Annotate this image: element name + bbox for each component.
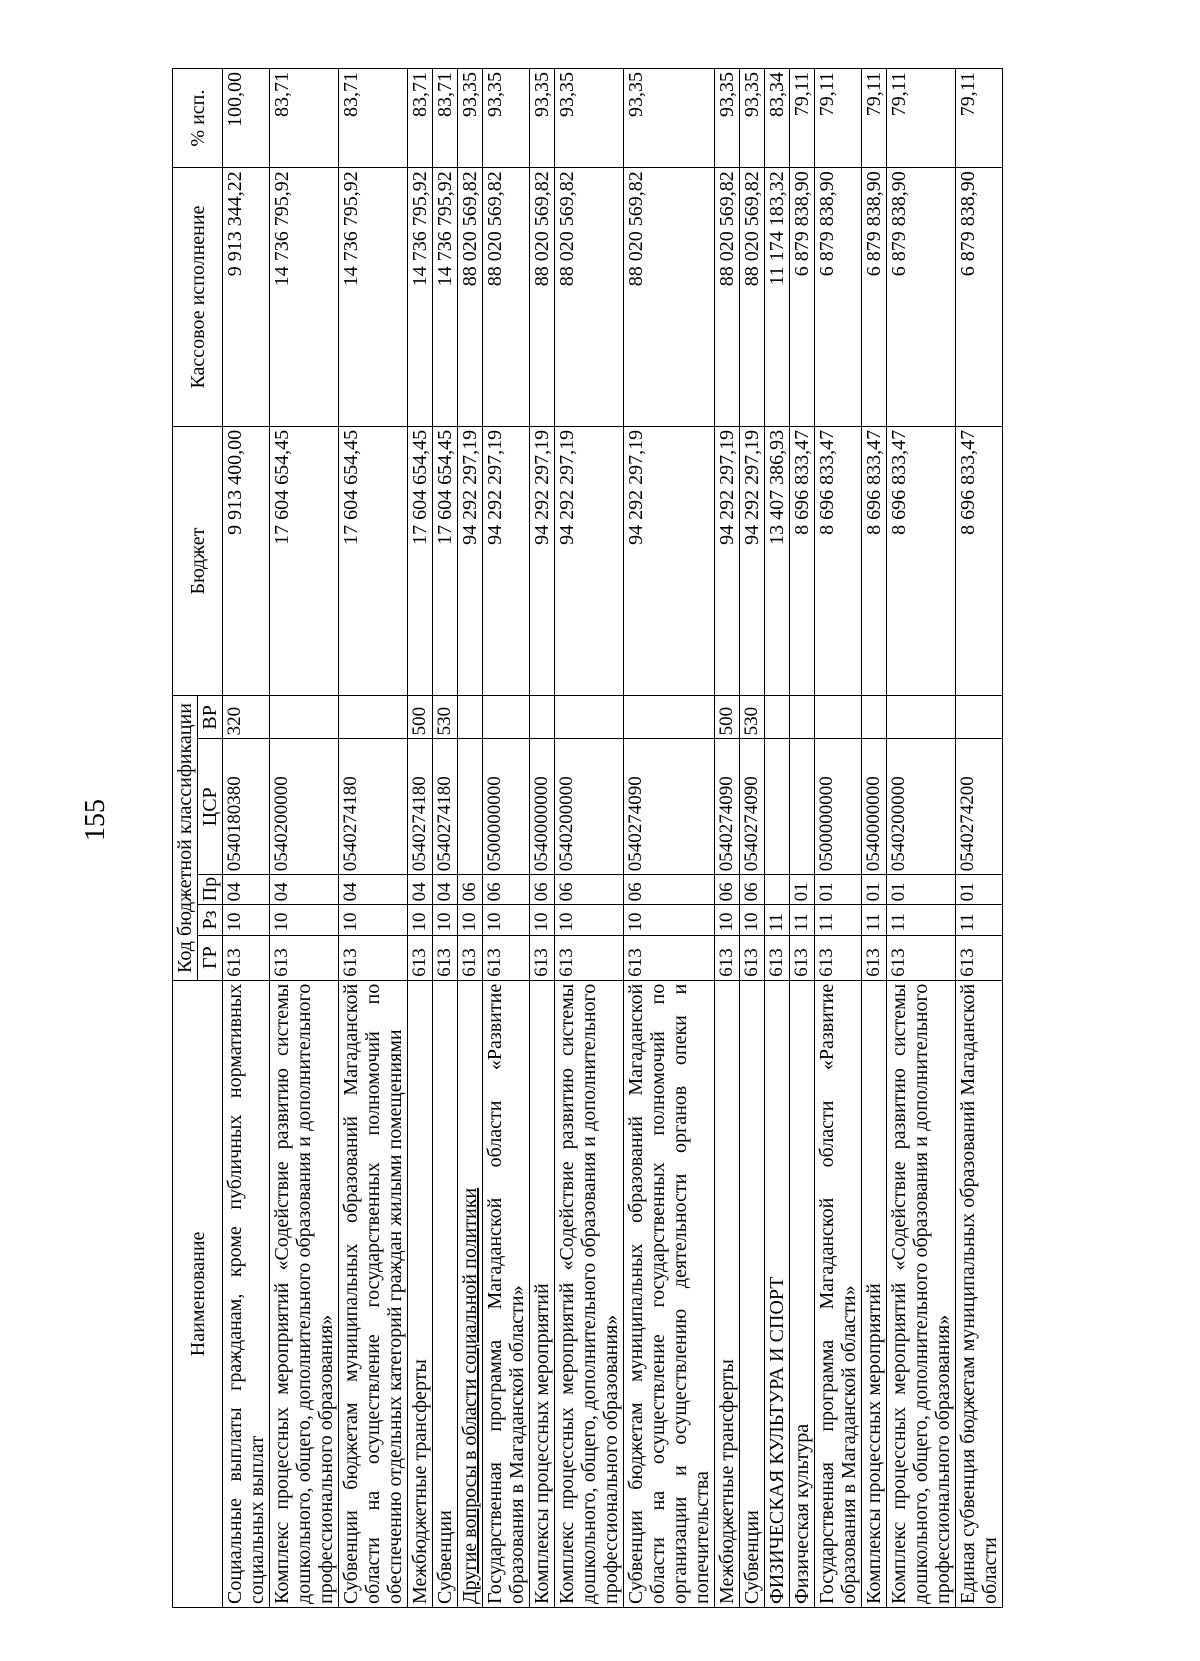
- row-csr: 0540274090: [740, 739, 765, 875]
- row-pct: 93,35: [530, 69, 555, 168]
- budget-table: [172, 68, 1003, 1608]
- row-budget: 94 292 297,19: [555, 426, 624, 695]
- row-gr: 613: [433, 935, 458, 980]
- row-vr: [270, 696, 339, 739]
- row-rz: 10: [339, 905, 408, 935]
- row-pr: 01: [815, 875, 862, 905]
- row-pr: 01: [790, 875, 815, 905]
- row-name: Субвенции: [740, 980, 765, 1607]
- table-row: [862, 69, 887, 1608]
- row-name: Государственная программа Магаданской области «Развитие образования в Магаданской области»: [483, 980, 530, 1607]
- row-rz: 10: [555, 905, 624, 935]
- table-row: [790, 69, 815, 1608]
- row-gr: 613: [956, 935, 1003, 980]
- row-pr: 04: [270, 875, 339, 905]
- row-name: Межбюджетные трансферты: [408, 980, 433, 1607]
- row-name: Комплекс процессных мероприятий «Содействие развитию системы дошкольного, общего, дополнительного образования и дополнительного профессионального образования»: [555, 980, 624, 1607]
- table-row: [715, 69, 740, 1608]
- row-cash: 6 879 838,90: [790, 168, 815, 427]
- row-vr: 530: [740, 696, 765, 739]
- header-pct: % исп.: [173, 69, 223, 168]
- row-cash: 9 913 344,22: [223, 168, 270, 427]
- row-gr: 613: [530, 935, 555, 980]
- row-gr: 613: [715, 935, 740, 980]
- table-row: [339, 69, 408, 1608]
- row-budget: 8 696 833,47: [887, 426, 956, 695]
- row-rz: 11: [790, 905, 815, 935]
- header-budget: Бюджет: [173, 426, 223, 695]
- table-body: [223, 69, 1003, 1608]
- row-gr: 613: [815, 935, 862, 980]
- row-cash: 88 020 569,82: [740, 168, 765, 427]
- table-row: [433, 69, 458, 1608]
- row-cash: 88 020 569,82: [458, 168, 483, 427]
- row-csr: 0540274090: [624, 739, 715, 875]
- header-csr: ЦСР: [198, 739, 223, 875]
- row-gr: 613: [790, 935, 815, 980]
- row-cash: 88 020 569,82: [530, 168, 555, 427]
- row-vr: 500: [715, 696, 740, 739]
- row-rz: 10: [624, 905, 715, 935]
- row-gr: 613: [458, 935, 483, 980]
- row-name: Субвенции бюджетам муниципальных образований Магаданской области на осуществление государственных полномочий по обеспечению отдельных категорий граждан жилыми помещениями: [339, 980, 408, 1607]
- row-pct: 100,00: [223, 69, 270, 168]
- table-row: [765, 69, 790, 1608]
- row-budget: 17 604 654,45: [339, 426, 408, 695]
- row-cash: 14 736 795,92: [408, 168, 433, 427]
- row-pct: 83,34: [765, 69, 790, 168]
- row-pr: 04: [408, 875, 433, 905]
- row-csr: [458, 739, 483, 875]
- row-pct: 93,35: [555, 69, 624, 168]
- row-pct: 83,71: [433, 69, 458, 168]
- row-budget: 17 604 654,45: [408, 426, 433, 695]
- row-cash: 14 736 795,92: [339, 168, 408, 427]
- table-row: [223, 69, 270, 1608]
- row-gr: 613: [483, 935, 530, 980]
- row-csr: 0540274180: [408, 739, 433, 875]
- row-rz: 11: [765, 905, 790, 935]
- table-row: [530, 69, 555, 1608]
- row-name: Комплекс процессных мероприятий «Содействие развитию системы дошкольного, общего, дополнительного образования и дополнительного профессионального образования»: [887, 980, 956, 1607]
- table-row: [740, 69, 765, 1608]
- row-pr: 01: [956, 875, 1003, 905]
- row-rz: 10: [483, 905, 530, 935]
- table-row: [887, 69, 956, 1608]
- row-cash: 6 879 838,90: [956, 168, 1003, 427]
- row-name: Комплексы процессных мероприятий: [862, 980, 887, 1607]
- row-rz: 10: [408, 905, 433, 935]
- row-vr: [458, 696, 483, 739]
- row-pr: 01: [862, 875, 887, 905]
- table-row: [956, 69, 1003, 1608]
- rotated-table-frame: [172, 68, 1108, 1608]
- row-budget: 94 292 297,19: [483, 426, 530, 695]
- row-pr: 06: [458, 875, 483, 905]
- row-vr: [483, 696, 530, 739]
- row-vr: [765, 696, 790, 739]
- table-row: [483, 69, 530, 1608]
- row-cash: 14 736 795,92: [433, 168, 458, 427]
- row-pr: 04: [223, 875, 270, 905]
- row-pct: 93,35: [740, 69, 765, 168]
- row-pr: 01: [887, 875, 956, 905]
- row-cash: 88 020 569,82: [624, 168, 715, 427]
- row-cash: 6 879 838,90: [862, 168, 887, 427]
- row-pct: 79,11: [887, 69, 956, 168]
- row-budget: 8 696 833,47: [790, 426, 815, 695]
- row-budget: 8 696 833,47: [862, 426, 887, 695]
- row-vr: 500: [408, 696, 433, 739]
- row-pct: 93,35: [715, 69, 740, 168]
- row-budget: 94 292 297,19: [740, 426, 765, 695]
- row-name: Социальные выплаты гражданам, кроме публичных нормативных социальных выплат: [223, 980, 270, 1607]
- row-gr: 613: [270, 935, 339, 980]
- row-csr: 0540274180: [433, 739, 458, 875]
- row-vr: [555, 696, 624, 739]
- row-cash: 88 020 569,82: [483, 168, 530, 427]
- row-pr: 06: [530, 875, 555, 905]
- row-rz: 10: [458, 905, 483, 935]
- row-gr: 613: [555, 935, 624, 980]
- row-cash: 14 736 795,92: [270, 168, 339, 427]
- row-cash: 6 879 838,90: [815, 168, 862, 427]
- row-name: Другие вопросы в области социальной политики: [458, 980, 483, 1607]
- header-code-group: Код бюджетной классификации: [173, 696, 198, 981]
- row-rz: 10: [530, 905, 555, 935]
- header-gr: ГР: [198, 935, 223, 980]
- row-vr: 320: [223, 696, 270, 739]
- row-vr: [790, 696, 815, 739]
- row-budget: 17 604 654,45: [270, 426, 339, 695]
- row-csr: 0500000000: [483, 739, 530, 875]
- row-vr: [815, 696, 862, 739]
- row-budget: 9 913 400,00: [223, 426, 270, 695]
- row-pct: 83,71: [339, 69, 408, 168]
- row-budget: 8 696 833,47: [956, 426, 1003, 695]
- row-csr: [790, 739, 815, 875]
- row-vr: [530, 696, 555, 739]
- row-rz: 10: [740, 905, 765, 935]
- row-csr: 0500000000: [815, 739, 862, 875]
- row-pr: 04: [339, 875, 408, 905]
- row-rz: 11: [815, 905, 862, 935]
- table-row: [815, 69, 862, 1608]
- header-name: Наименование: [173, 980, 223, 1607]
- row-budget: 13 407 386,93: [765, 426, 790, 695]
- row-pr: 06: [483, 875, 530, 905]
- row-gr: 613: [740, 935, 765, 980]
- table-row: [408, 69, 433, 1608]
- row-vr: [887, 696, 956, 739]
- row-rz: 10: [433, 905, 458, 935]
- row-vr: [862, 696, 887, 739]
- row-vr: [339, 696, 408, 739]
- row-vr: 530: [433, 696, 458, 739]
- table-row: [624, 69, 715, 1608]
- row-rz: 10: [715, 905, 740, 935]
- table-row: [555, 69, 624, 1608]
- row-pct: 79,11: [862, 69, 887, 168]
- row-pr: 06: [624, 875, 715, 905]
- row-pr: [765, 875, 790, 905]
- row-vr: [624, 696, 715, 739]
- row-rz: 10: [223, 905, 270, 935]
- row-name: ФИЗИЧЕСКАЯ КУЛЬТУРА И СПОРТ: [765, 980, 790, 1607]
- row-cash: 6 879 838,90: [887, 168, 956, 427]
- row-pr: 04: [433, 875, 458, 905]
- table-row: [270, 69, 339, 1608]
- row-cash: 11 174 183,32: [765, 168, 790, 427]
- row-name: Единая субвенция бюджетам муниципальных образований Магаданской области: [956, 980, 1003, 1607]
- row-pct: 79,11: [790, 69, 815, 168]
- row-csr: 0540274200: [956, 739, 1003, 875]
- row-pct: 83,71: [408, 69, 433, 168]
- row-budget: 94 292 297,19: [624, 426, 715, 695]
- row-budget: 17 604 654,45: [433, 426, 458, 695]
- row-csr: 0540274180: [339, 739, 408, 875]
- row-csr: 0540000000: [862, 739, 887, 875]
- row-gr: 613: [624, 935, 715, 980]
- row-budget: 94 292 297,19: [715, 426, 740, 695]
- row-csr: 0540000000: [530, 739, 555, 875]
- header-cash: Кассовое исполнение: [173, 168, 223, 427]
- header-vr: ВР: [198, 696, 223, 739]
- row-rz: 11: [956, 905, 1003, 935]
- row-name: Субвенции: [433, 980, 458, 1607]
- row-gr: 613: [408, 935, 433, 980]
- row-pr: 06: [715, 875, 740, 905]
- row-gr: 613: [223, 935, 270, 980]
- row-gr: 613: [862, 935, 887, 980]
- table-header: [173, 69, 223, 1608]
- row-name: Государственная программа Магаданской области «Развитие образования в Магаданской области»: [815, 980, 862, 1607]
- row-pr: 06: [555, 875, 624, 905]
- row-cash: 88 020 569,82: [715, 168, 740, 427]
- row-csr: 0540180380: [223, 739, 270, 875]
- row-name: Физическая культура: [790, 980, 815, 1607]
- row-name: Комплексы процессных мероприятий: [530, 980, 555, 1607]
- row-cash: 88 020 569,82: [555, 168, 624, 427]
- header-rz: Рз: [198, 905, 223, 935]
- row-vr: [956, 696, 1003, 739]
- row-pr: 06: [740, 875, 765, 905]
- page-number: 155: [80, 799, 111, 841]
- row-pct: 83,71: [270, 69, 339, 168]
- row-rz: 11: [862, 905, 887, 935]
- table-row: [458, 69, 483, 1608]
- row-gr: 613: [765, 935, 790, 980]
- row-pct: 93,35: [624, 69, 715, 168]
- row-rz: 11: [887, 905, 956, 935]
- row-csr: 0540200000: [887, 739, 956, 875]
- row-csr: 0540274090: [715, 739, 740, 875]
- row-csr: [765, 739, 790, 875]
- row-gr: 613: [887, 935, 956, 980]
- row-pct: 79,11: [956, 69, 1003, 168]
- row-name: Межбюджетные трансферты: [715, 980, 740, 1607]
- row-name: Комплекс процессных мероприятий «Содействие развитию системы дошкольного, общего, дополнительного образования и дополнительного профессионального образования»: [270, 980, 339, 1607]
- row-budget: 94 292 297,19: [530, 426, 555, 695]
- header-pr: Пр: [198, 875, 223, 905]
- row-gr: 613: [339, 935, 408, 980]
- row-budget: 94 292 297,19: [458, 426, 483, 695]
- row-csr: 0540200000: [270, 739, 339, 875]
- row-pct: 93,35: [458, 69, 483, 168]
- row-budget: 8 696 833,47: [815, 426, 862, 695]
- row-csr: 0540200000: [555, 739, 624, 875]
- row-rz: 10: [270, 905, 339, 935]
- row-pct: 93,35: [483, 69, 530, 168]
- row-name: Субвенции бюджетам муниципальных образований Магаданской области на осуществление государственных полномочий по организации и осуществлению деятельности органов опеки и попечительства: [624, 980, 715, 1607]
- row-pct: 79,11: [815, 69, 862, 168]
